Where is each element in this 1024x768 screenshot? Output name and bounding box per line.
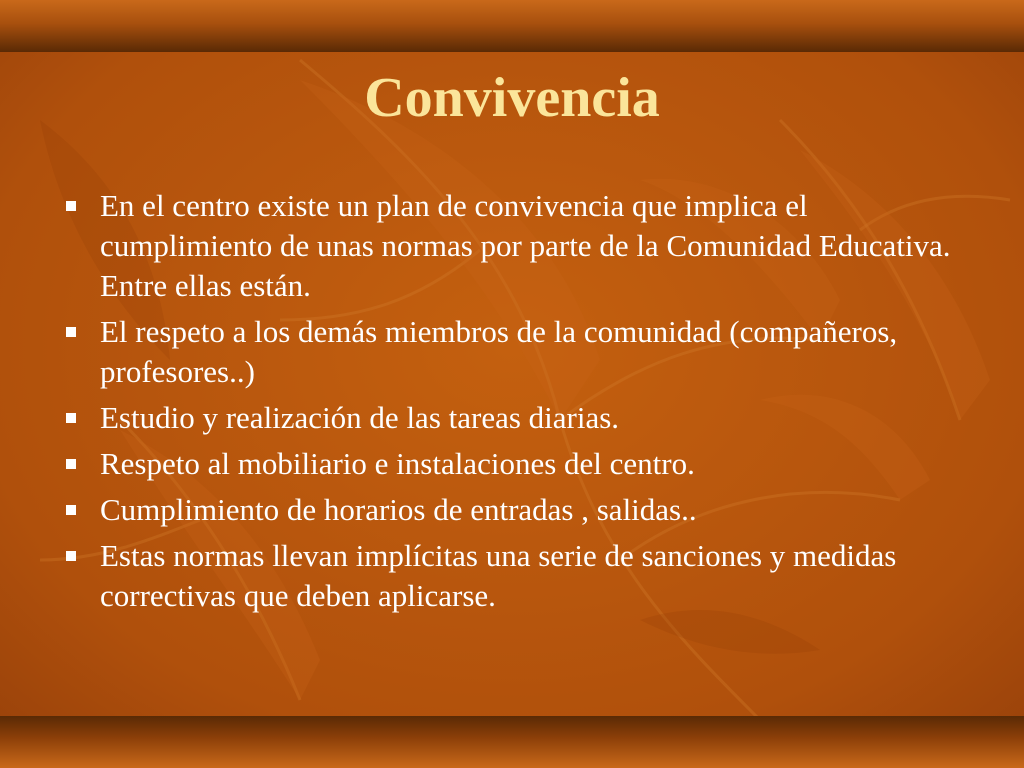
slide-title: Convivencia xyxy=(364,67,660,129)
square-bullet-icon xyxy=(66,201,76,211)
bullet-list xyxy=(60,186,960,622)
bullet-text: El respeto a los demás miembros de la comunidad (compañeros, profesores..) xyxy=(100,314,898,389)
square-bullet-icon xyxy=(66,413,76,423)
bullet-text: Estudio y realización de las tareas diarias. xyxy=(100,400,620,435)
bottom-decorative-bar xyxy=(0,716,1024,768)
bullet-text: Respeto al mobiliario e instalaciones del centro. xyxy=(100,446,695,481)
bullet-item xyxy=(60,398,960,438)
bullet-item xyxy=(60,186,960,306)
bullet-item xyxy=(60,444,960,484)
bullet-item xyxy=(60,536,960,616)
square-bullet-icon xyxy=(66,505,76,515)
bullet-text: Estas normas llevan implícitas una serie de sanciones y medidas correctivas que deben aplicarse. xyxy=(100,538,897,613)
bullet-item xyxy=(60,312,960,392)
square-bullet-icon xyxy=(66,551,76,561)
bullet-text: En el centro existe un plan de convivencia que implica el cumplimiento de unas normas por parte de la Comunidad Educativa. Entre ellas están. xyxy=(100,188,951,303)
top-decorative-bar xyxy=(0,0,1024,52)
square-bullet-icon xyxy=(66,459,76,469)
bullet-item xyxy=(60,490,960,530)
square-bullet-icon xyxy=(66,327,76,337)
bullet-text: Cumplimiento de horarios de entradas , salidas.. xyxy=(100,492,697,527)
